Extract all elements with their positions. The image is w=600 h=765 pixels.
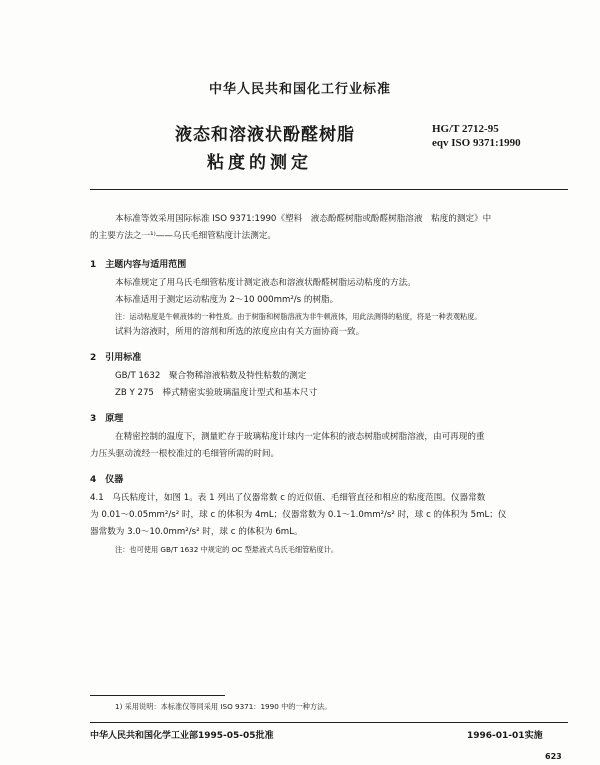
- section-3-para-line2: 力压头驱动流经一根校准过的毛细管所需的时间。: [90, 449, 280, 459]
- section-3-heading: 3 原理: [90, 414, 124, 424]
- equivalent-standard: eqv ISO 9371:1990: [432, 137, 521, 149]
- section-2-heading: 2 引用标准: [90, 353, 142, 363]
- issuing-organization: 中华人民共和国化工行业标准: [208, 82, 391, 97]
- document-title-line1: 液态和溶液状酚醛树脂: [175, 125, 355, 145]
- standard-number: HG/T 2712-95: [432, 123, 499, 135]
- section-1-para3: 试料为溶液时，所用的溶剂和所选的浓度应由有关方面协商一致。: [115, 327, 365, 337]
- section-1-para2: 本标准适用于测定运动粘度为 2～10 000mm²/s 的树脂。: [115, 295, 339, 305]
- section-4-1-line1: 4.1 乌氏粘度计，如图 1。表 1 列出了仪器常数 c 的近似值、毛细管直径和相应的粘度范围。仪器常数: [90, 493, 486, 503]
- section-1-heading: 1 主题内容与适用范围: [90, 260, 187, 270]
- intro-line1: 本标准等效采用国际标准 ISO 9371:1990《塑料 液态酚醛树脂或酚醛树脂溶液 粘度的测定》中: [115, 214, 492, 224]
- approval-statement: 中华人民共和国化学工业部1995-05-05批准: [90, 731, 274, 741]
- section-1-para1: 本标准规定了用乌氏毛细管粘度计测定液态和溶液状酚醛树脂运动粘度的方法。: [115, 278, 416, 288]
- document-title-line2: 粘度的测定: [207, 153, 312, 173]
- intro-line2: 的主要方法之一¹⁾——乌氏毛细管粘度计法测定。: [90, 231, 277, 241]
- section-4-note: 注：也可使用 GB/T 1632 中规定的 OC 型悬液式乌氏毛细管粘度计。: [115, 545, 339, 554]
- section-4-1-line3: 器常数为 3.0～10.0mm²/s² 时，球 c 的体积为 6mL。: [90, 527, 303, 537]
- section-4-heading: 4 仪器: [90, 475, 124, 485]
- title-divider: [90, 189, 568, 190]
- footnote: 1) 采用说明：本标准仅等同采用 ISO 9371：1990 中的一种方法。: [115, 702, 332, 711]
- reference-gb-t-1632: GB/T 1632 聚合物稀溶液粘数及特性粘数的测定: [115, 371, 307, 381]
- footer-divider: [90, 722, 568, 723]
- reference-zb-y-275: ZB Y 275 棒式精密实验玻璃温度计型式和基本尺寸: [115, 388, 318, 398]
- section-4-1-line2: 为 0.01～0.05mm²/s² 时，球 c 的体积为 4mL；仪器常数为 0.1～1.0mm²/s² 时，球 c 的体积为 5mL；仪: [90, 510, 507, 520]
- section-1-note: 注：运动粘度是牛顿液体的一种性质。由于树脂和树脂溶液为非牛顿液体，用此法测得的粘度，将是一种表观粘度。: [115, 312, 482, 321]
- page-number: 623: [545, 752, 562, 761]
- section-3-para-line1: 在精密控制的温度下，测量贮存于玻璃粘度计球内一定体积的液态树脂或树脂溶液，由可再现的重: [115, 432, 485, 442]
- footnote-divider: [90, 695, 225, 696]
- effective-date: 1996-01-01实施: [467, 731, 543, 741]
